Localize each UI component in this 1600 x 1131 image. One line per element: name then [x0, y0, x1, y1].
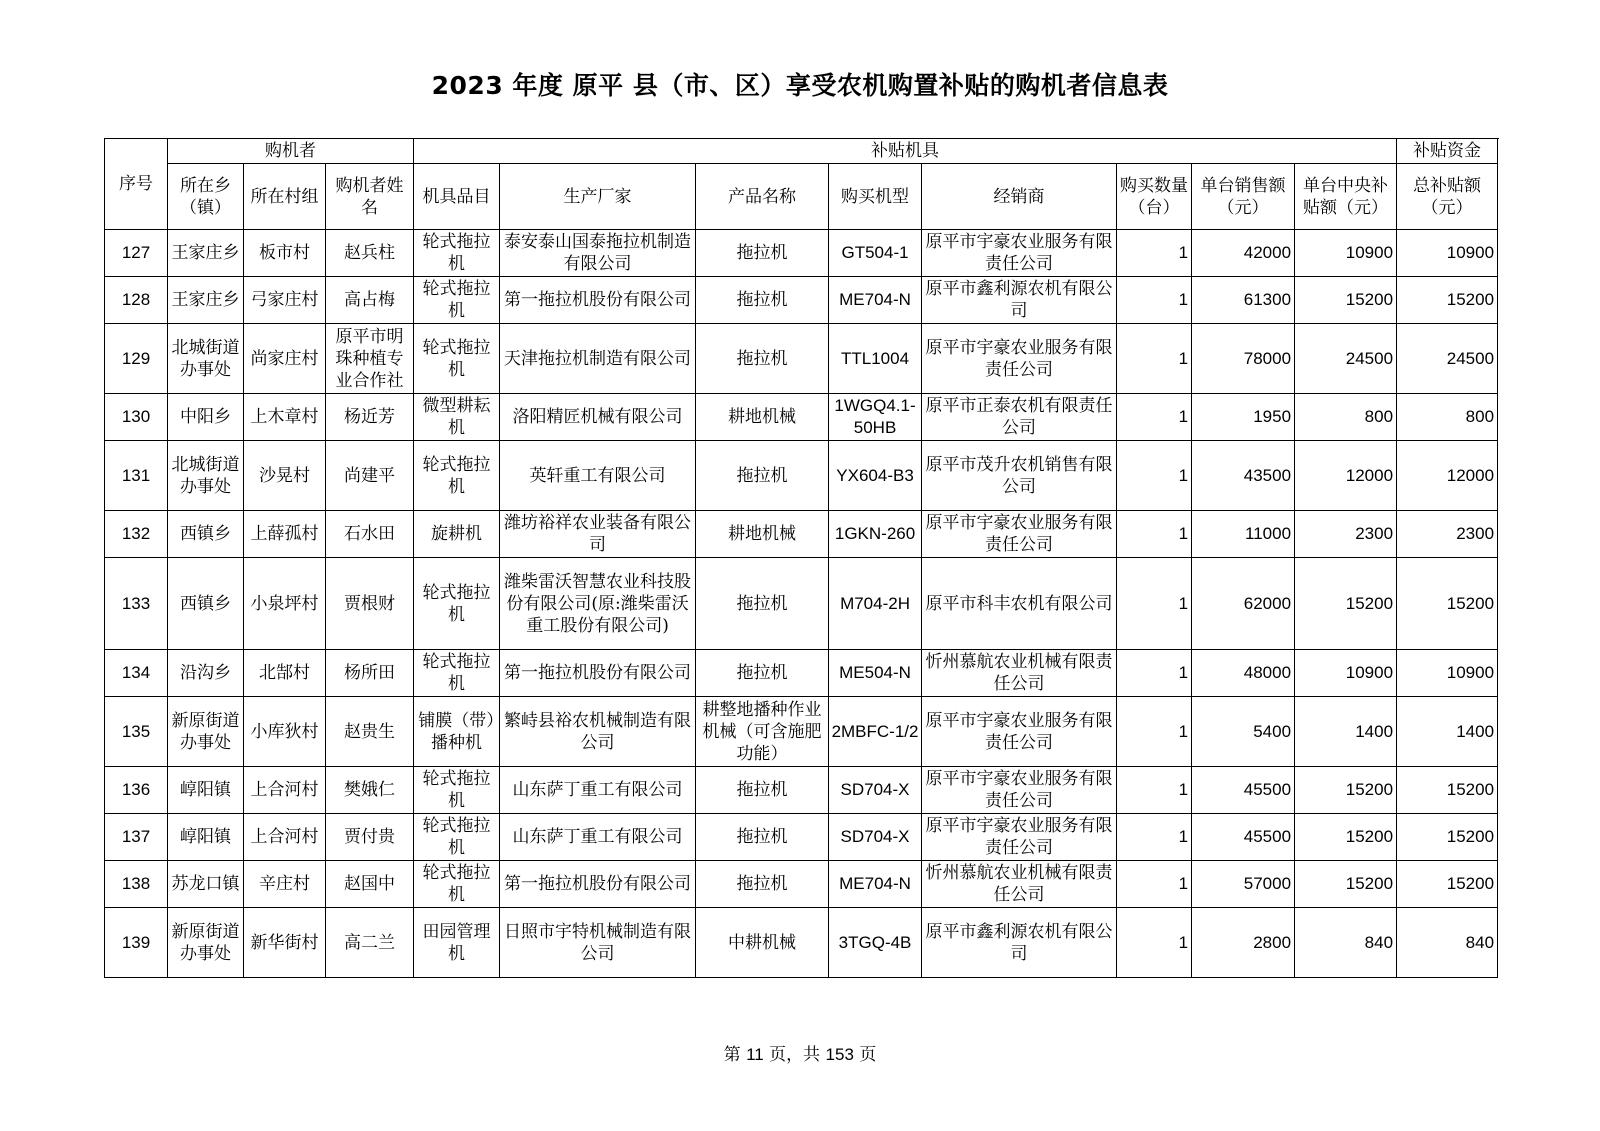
- cell-maker: 洛阳精匠机械有限公司: [500, 394, 696, 441]
- cell-central: 15200: [1295, 814, 1397, 861]
- cell-price: 57000: [1192, 861, 1295, 908]
- cell-qty: 1: [1117, 230, 1192, 277]
- cell-dealer: 原平市鑫利源农机有限公司: [922, 277, 1117, 324]
- cell-category: 轮式拖拉机: [414, 558, 500, 650]
- cell-seq: 127: [105, 230, 168, 277]
- cell-product: 耕整地播种作业机械（可含施肥功能）: [696, 697, 829, 767]
- cell-model: 3TGQ-4B: [829, 908, 922, 978]
- cell-village: 沙晃村: [244, 441, 326, 511]
- cell-town: 西镇乡: [168, 511, 244, 558]
- cell-model: SD704-X: [829, 814, 922, 861]
- cell-town: 北城街道办事处: [168, 441, 244, 511]
- cell-central: 10900: [1295, 650, 1397, 697]
- footer-prefix: 第: [723, 1045, 741, 1065]
- cell-town: 崞阳镇: [168, 814, 244, 861]
- cell-price: 43500: [1192, 441, 1295, 511]
- cell-dealer: 原平市正泰农机有限责任公司: [922, 394, 1117, 441]
- cell-product: 拖拉机: [696, 861, 829, 908]
- table-row: [105, 814, 1498, 861]
- cell-name: 原平市明珠种植专业合作社: [326, 324, 414, 394]
- cell-category: 轮式拖拉机: [414, 861, 500, 908]
- cell-model: ME704-N: [829, 861, 922, 908]
- header-product: 产品名称: [696, 164, 829, 230]
- cell-product: 拖拉机: [696, 814, 829, 861]
- cell-qty: 1: [1117, 767, 1192, 814]
- cell-town: 王家庄乡: [168, 230, 244, 277]
- cell-village: 上木章村: [244, 394, 326, 441]
- header-group-machine: 补贴机具: [414, 139, 1397, 164]
- cell-maker: 天津拖拉机制造有限公司: [500, 324, 696, 394]
- table-row: [105, 394, 1498, 441]
- table-row: [105, 324, 1498, 394]
- cell-name: 高占梅: [326, 277, 414, 324]
- cell-town: 苏龙口镇: [168, 861, 244, 908]
- cell-central: 840: [1295, 908, 1397, 978]
- cell-qty: 1: [1117, 861, 1192, 908]
- cell-town: 王家庄乡: [168, 277, 244, 324]
- cell-central: 15200: [1295, 277, 1397, 324]
- cell-model: GT504-1: [829, 230, 922, 277]
- cell-maker: 第一拖拉机股份有限公司: [500, 277, 696, 324]
- cell-price: 78000: [1192, 324, 1295, 394]
- cell-category: 轮式拖拉机: [414, 650, 500, 697]
- cell-seq: 136: [105, 767, 168, 814]
- header-seq: 序号: [105, 139, 168, 230]
- cell-dealer: 忻州慕航农业机械有限责任公司: [922, 650, 1117, 697]
- cell-total: 15200: [1397, 277, 1498, 324]
- cell-central: 15200: [1295, 861, 1397, 908]
- table-row: [105, 697, 1498, 767]
- cell-seq: 129: [105, 324, 168, 394]
- cell-category: 微型耕耘机: [414, 394, 500, 441]
- cell-price: 61300: [1192, 277, 1295, 324]
- cell-seq: 135: [105, 697, 168, 767]
- cell-category: 田园管理机: [414, 908, 500, 978]
- cell-seq: 133: [105, 558, 168, 650]
- cell-central: 15200: [1295, 767, 1397, 814]
- cell-product: 拖拉机: [696, 324, 829, 394]
- cell-model: TTL1004: [829, 324, 922, 394]
- cell-town: 西镇乡: [168, 558, 244, 650]
- cell-dealer: 原平市茂升农机销售有限公司: [922, 441, 1117, 511]
- cell-model: M704-2H: [829, 558, 922, 650]
- cell-dealer: 忻州慕航农业机械有限责任公司: [922, 861, 1117, 908]
- cell-seq: 132: [105, 511, 168, 558]
- cell-maker: 第一拖拉机股份有限公司: [500, 861, 696, 908]
- cell-dealer: 原平市宇豪农业服务有限责任公司: [922, 324, 1117, 394]
- cell-seq: 128: [105, 277, 168, 324]
- cell-price: 45500: [1192, 767, 1295, 814]
- table-row: [105, 441, 1498, 511]
- cell-price: 2800: [1192, 908, 1295, 978]
- page-footer: [0, 1040, 1600, 1065]
- cell-town: 北城街道办事处: [168, 324, 244, 394]
- header-central: 单台中央补贴额（元）: [1295, 164, 1397, 230]
- cell-product: 中耕机械: [696, 908, 829, 978]
- group-header-row: [105, 139, 1498, 164]
- table-row: [105, 908, 1498, 978]
- cell-central: 2300: [1295, 511, 1397, 558]
- cell-product: 拖拉机: [696, 767, 829, 814]
- cell-maker: 英轩重工有限公司: [500, 441, 696, 511]
- cell-qty: 1: [1117, 650, 1192, 697]
- cell-name: 樊娥仁: [326, 767, 414, 814]
- cell-maker: 繁峙县裕农机械制造有限公司: [500, 697, 696, 767]
- page-title: 2023 年度 原平 县（市、区）享受农机购置补贴的购机者信息表: [431, 71, 1169, 100]
- cell-village: 尚家庄村: [244, 324, 326, 394]
- cell-dealer: 原平市宇豪农业服务有限责任公司: [922, 511, 1117, 558]
- footer-suffix: 页: [859, 1045, 877, 1065]
- cell-model: 1WGQ4.1-50HB: [829, 394, 922, 441]
- cell-model: 1GKN-260: [829, 511, 922, 558]
- cell-model: ME704-N: [829, 277, 922, 324]
- cell-village: 弓家庄村: [244, 277, 326, 324]
- cell-seq: 139: [105, 908, 168, 978]
- cell-village: 上合河村: [244, 767, 326, 814]
- header-model: 购买机型: [829, 164, 922, 230]
- cell-qty: 1: [1117, 697, 1192, 767]
- column-header-row: [105, 164, 1498, 230]
- cell-central: 800: [1295, 394, 1397, 441]
- header-price: 单台销售额（元）: [1192, 164, 1295, 230]
- cell-town: 沿沟乡: [168, 650, 244, 697]
- cell-seq: 130: [105, 394, 168, 441]
- cell-total: 10900: [1397, 650, 1498, 697]
- cell-maker: 山东萨丁重工有限公司: [500, 767, 696, 814]
- cell-central: 15200: [1295, 558, 1397, 650]
- cell-village: 辛庄村: [244, 861, 326, 908]
- cell-qty: 1: [1117, 277, 1192, 324]
- cell-model: YX604-B3: [829, 441, 922, 511]
- cell-total: 15200: [1397, 767, 1498, 814]
- cell-product: 拖拉机: [696, 650, 829, 697]
- cell-town: 新原街道办事处: [168, 908, 244, 978]
- cell-central: 24500: [1295, 324, 1397, 394]
- cell-price: 42000: [1192, 230, 1295, 277]
- cell-name: 杨近芳: [326, 394, 414, 441]
- header-group-buyer: 购机者: [168, 139, 414, 164]
- cell-total: 800: [1397, 394, 1498, 441]
- header-maker: 生产厂家: [500, 164, 696, 230]
- cell-qty: 1: [1117, 558, 1192, 650]
- header-group-funds: 补贴资金: [1397, 139, 1498, 164]
- cell-category: 轮式拖拉机: [414, 814, 500, 861]
- cell-name: 石水田: [326, 511, 414, 558]
- cell-name: 贾根财: [326, 558, 414, 650]
- cell-dealer: 原平市科丰农机有限公司: [922, 558, 1117, 650]
- cell-dealer: 原平市宇豪农业服务有限责任公司: [922, 230, 1117, 277]
- cell-total: 1400: [1397, 697, 1498, 767]
- cell-total: 840: [1397, 908, 1498, 978]
- cell-village: 板市村: [244, 230, 326, 277]
- cell-central: 12000: [1295, 441, 1397, 511]
- cell-name: 赵贵生: [326, 697, 414, 767]
- header-category: 机具品目: [414, 164, 500, 230]
- cell-price: 45500: [1192, 814, 1295, 861]
- footer-total-pages: 153: [825, 1045, 854, 1064]
- cell-product: 拖拉机: [696, 558, 829, 650]
- cell-category: 旋耕机: [414, 511, 500, 558]
- header-qty: 购买数量（台）: [1117, 164, 1192, 230]
- cell-category: 轮式拖拉机: [414, 441, 500, 511]
- cell-price: 62000: [1192, 558, 1295, 650]
- cell-price: 5400: [1192, 697, 1295, 767]
- cell-name: 杨所田: [326, 650, 414, 697]
- cell-qty: 1: [1117, 908, 1192, 978]
- cell-dealer: 原平市宇豪农业服务有限责任公司: [922, 767, 1117, 814]
- cell-price: 1950: [1192, 394, 1295, 441]
- cell-product: 拖拉机: [696, 277, 829, 324]
- cell-total: 15200: [1397, 814, 1498, 861]
- cell-dealer: 原平市宇豪农业服务有限责任公司: [922, 697, 1117, 767]
- cell-total: 15200: [1397, 861, 1498, 908]
- cell-qty: 1: [1117, 441, 1192, 511]
- cell-village: 上合河村: [244, 814, 326, 861]
- table-row: [105, 861, 1498, 908]
- cell-maker: 潍柴雷沃智慧农业科技股份有限公司(原:潍柴雷沃重工股份有限公司): [500, 558, 696, 650]
- table-row: [105, 767, 1498, 814]
- cell-product: 拖拉机: [696, 441, 829, 511]
- cell-qty: 1: [1117, 394, 1192, 441]
- header-dealer: 经销商: [922, 164, 1117, 230]
- cell-central: 1400: [1295, 697, 1397, 767]
- header-total: 总补贴额（元）: [1397, 164, 1498, 230]
- cell-dealer: 原平市宇豪农业服务有限责任公司: [922, 814, 1117, 861]
- buyer-info-table: [104, 138, 1498, 978]
- cell-category: 铺膜（带）播种机: [414, 697, 500, 767]
- cell-village: 北郜村: [244, 650, 326, 697]
- header-village: 所在村组: [244, 164, 326, 230]
- cell-qty: 1: [1117, 324, 1192, 394]
- cell-name: 赵兵柱: [326, 230, 414, 277]
- header-town: 所在乡（镇）: [168, 164, 244, 230]
- cell-qty: 1: [1117, 814, 1192, 861]
- cell-model: 2MBFC-1/2: [829, 697, 922, 767]
- cell-total: 2300: [1397, 511, 1498, 558]
- cell-product: 耕地机械: [696, 394, 829, 441]
- cell-qty: 1: [1117, 511, 1192, 558]
- cell-category: 轮式拖拉机: [414, 277, 500, 324]
- table-row: [105, 277, 1498, 324]
- cell-maker: 泰安泰山国泰拖拉机制造有限公司: [500, 230, 696, 277]
- footer-mid: 页，共: [769, 1045, 821, 1065]
- cell-name: 赵国中: [326, 861, 414, 908]
- cell-category: 轮式拖拉机: [414, 230, 500, 277]
- cell-village: 小泉坪村: [244, 558, 326, 650]
- cell-category: 轮式拖拉机: [414, 324, 500, 394]
- cell-town: 崞阳镇: [168, 767, 244, 814]
- cell-name: 贾付贵: [326, 814, 414, 861]
- cell-maker: 潍坊裕祥农业装备有限公司: [500, 511, 696, 558]
- cell-maker: 第一拖拉机股份有限公司: [500, 650, 696, 697]
- cell-central: 10900: [1295, 230, 1397, 277]
- footer-page-number: 11: [746, 1045, 764, 1064]
- cell-seq: 138: [105, 861, 168, 908]
- cell-village: 小库狄村: [244, 697, 326, 767]
- cell-price: 11000: [1192, 511, 1295, 558]
- cell-total: 24500: [1397, 324, 1498, 394]
- cell-name: 尚建平: [326, 441, 414, 511]
- cell-maker: 山东萨丁重工有限公司: [500, 814, 696, 861]
- table-row: [105, 650, 1498, 697]
- cell-name: 高二兰: [326, 908, 414, 978]
- table-row: [105, 558, 1498, 650]
- cell-total: 15200: [1397, 558, 1498, 650]
- cell-total: 12000: [1397, 441, 1498, 511]
- cell-seq: 131: [105, 441, 168, 511]
- cell-dealer: 原平市鑫利源农机有限公司: [922, 908, 1117, 978]
- table-row: [105, 230, 1498, 277]
- cell-village: 新华街村: [244, 908, 326, 978]
- cell-maker: 日照市宇特机械制造有限公司: [500, 908, 696, 978]
- table-row: [105, 511, 1498, 558]
- cell-town: 中阳乡: [168, 394, 244, 441]
- cell-seq: 137: [105, 814, 168, 861]
- cell-seq: 134: [105, 650, 168, 697]
- cell-total: 10900: [1397, 230, 1498, 277]
- cell-village: 上薛孤村: [244, 511, 326, 558]
- cell-model: SD704-X: [829, 767, 922, 814]
- cell-category: 轮式拖拉机: [414, 767, 500, 814]
- cell-price: 48000: [1192, 650, 1295, 697]
- cell-town: 新原街道办事处: [168, 697, 244, 767]
- header-name: 购机者姓名: [326, 164, 414, 230]
- cell-model: ME504-N: [829, 650, 922, 697]
- cell-product: 耕地机械: [696, 511, 829, 558]
- cell-product: 拖拉机: [696, 230, 829, 277]
